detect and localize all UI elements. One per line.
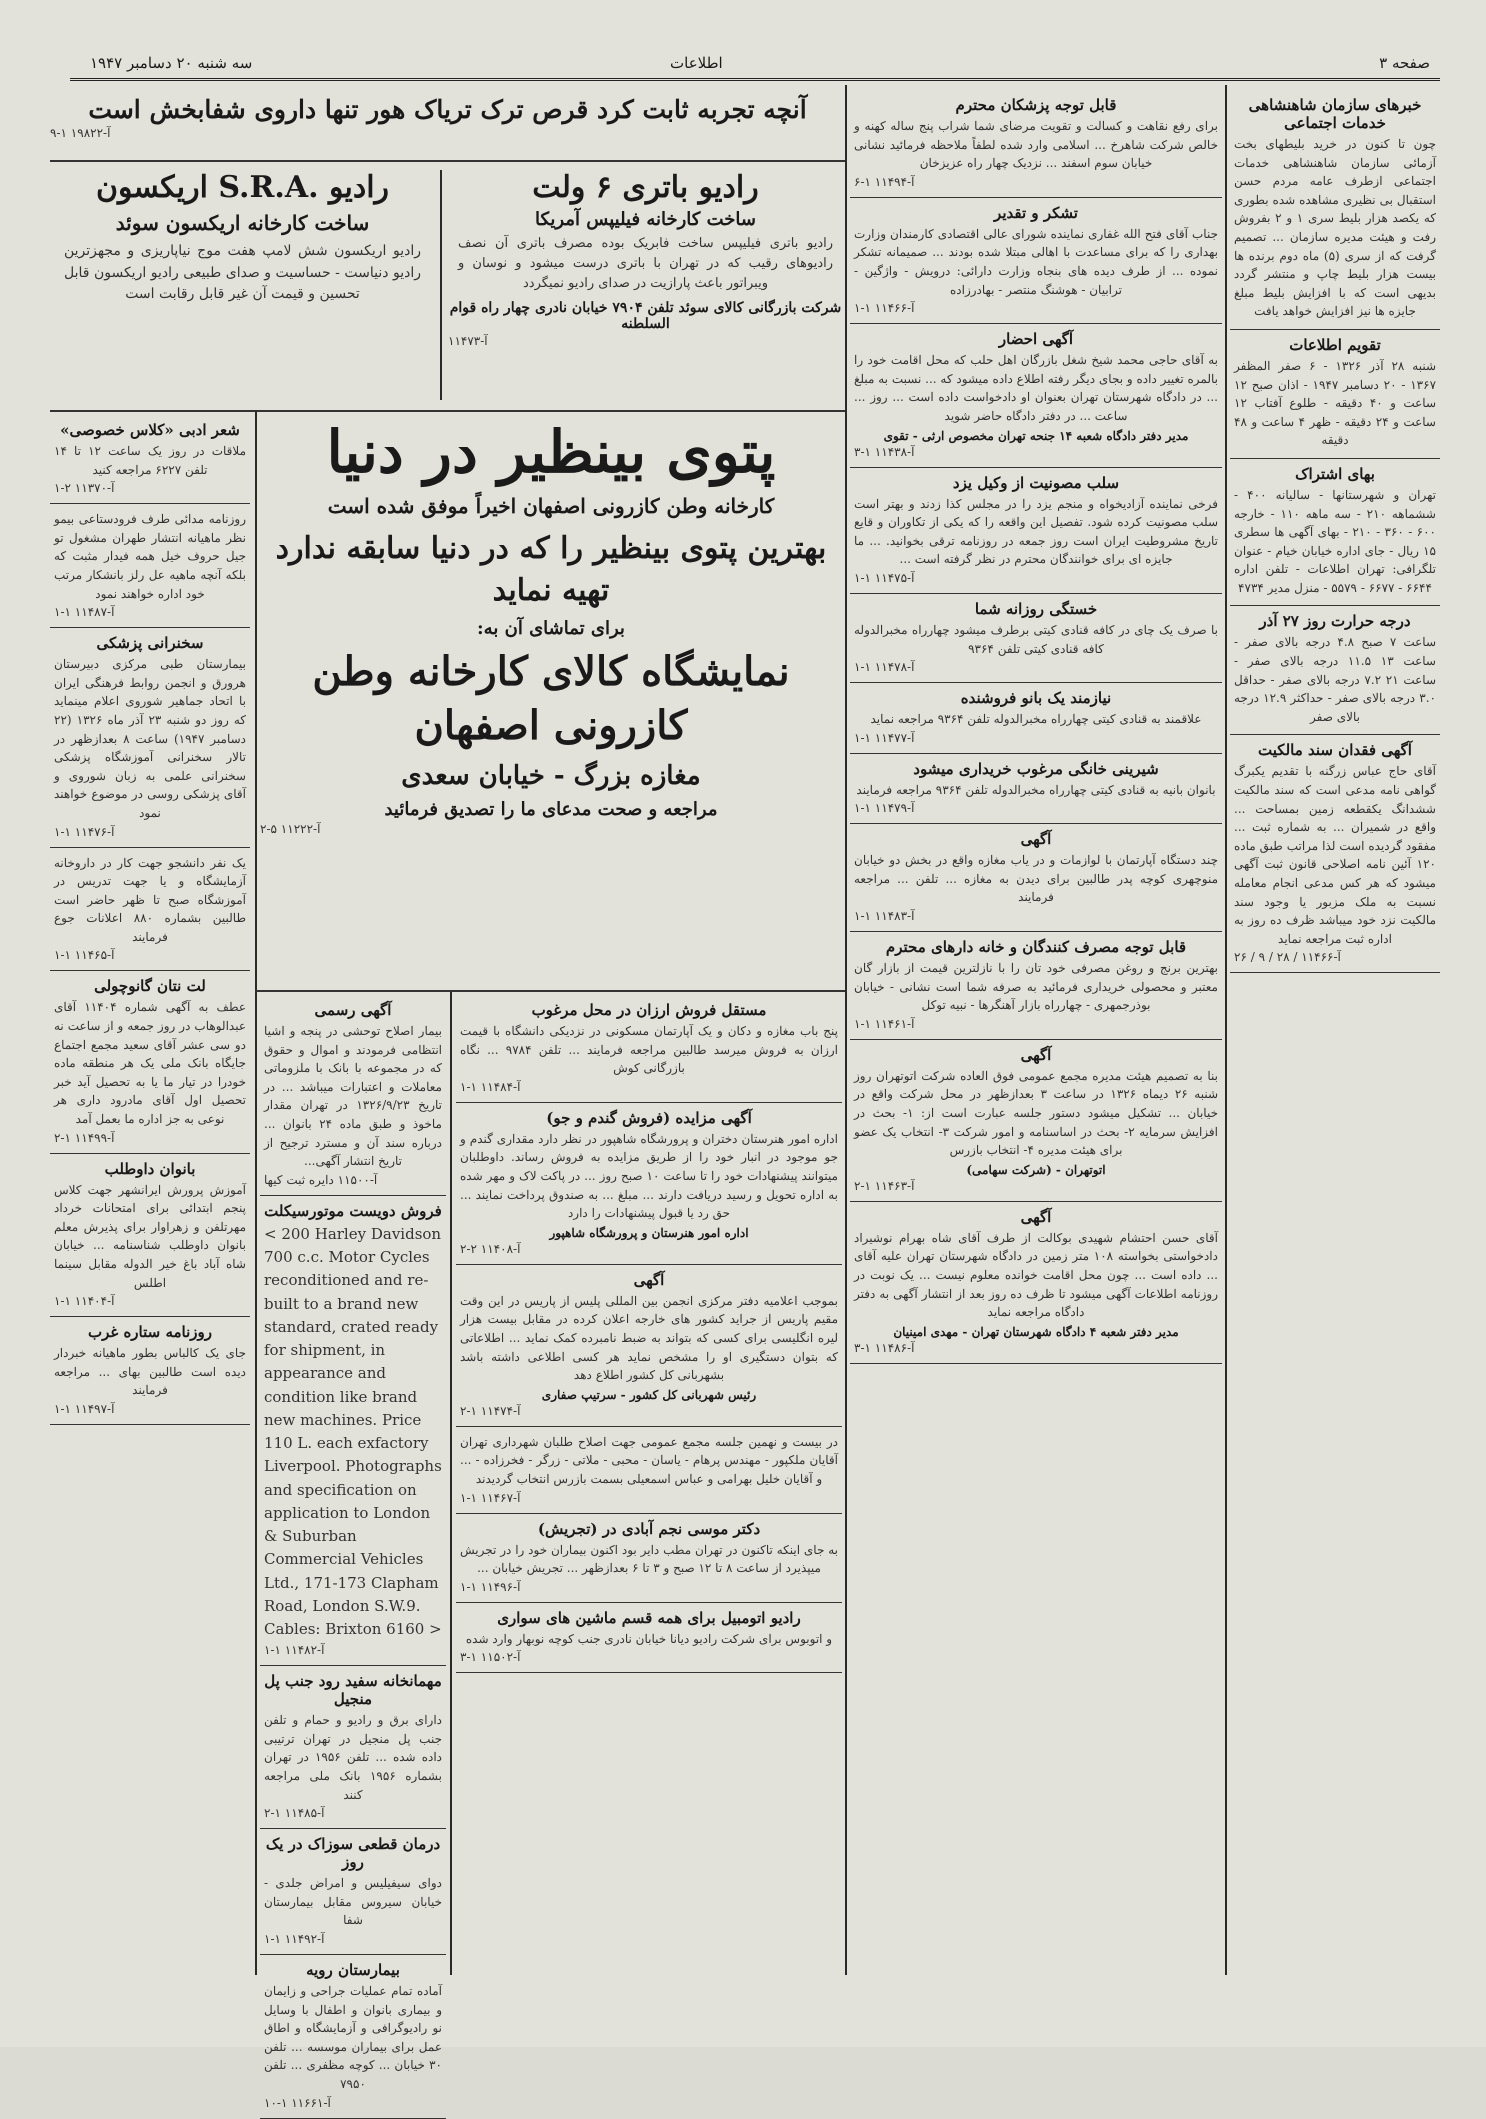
- right-middle-column: [850, 90, 1222, 1975]
- ad-code: آ-۱۱۴۸۵ ۱-۲: [264, 1806, 325, 1821]
- ad-body: بهترین برنج و روغن مصرفی خود تان را با نازلترین قیمت از بازار گان معتبر و محصولی خریداری فرمائید به صرفه شما است نشانی - خیابان بوذرجمهری - چهارراه بازار آهنگرها - نبیه توکل: [854, 961, 1218, 1013]
- column-rule: [450, 990, 452, 1975]
- ad-body: چند دستگاه آپارتمان با لوازمات و در یاب مغازه واقع در بخش دو خیابان منوچهری کوچه پدر طالبین برای دیدن به مغازه ... تلفن ... مراجعه فرمایند: [854, 853, 1218, 905]
- ad-title: مهمانخانه سفید رود جنب پل منجیل: [264, 1672, 442, 1709]
- ad-title: آگهی مزایده (فروش گندم و جو): [546, 1108, 752, 1127]
- ad-title: رادیو اتومبیل برای همه قسم ماشین های سواری: [497, 1608, 801, 1627]
- ad-body: دارای برق و رادیو و حمام و تلفن جنب پل منجیل در تهران ترتیبی داده شده ... تلفن ۱۹۵۶ در تهران بشماره ۱۹۵۶ بانک ملی مراجعه کنند: [264, 1713, 442, 1802]
- classified-ad: [260, 1666, 446, 1829]
- classified-ad: [850, 824, 1222, 932]
- ad-code: آ-۱۱۴۹۹ ۱-۲: [54, 1130, 115, 1145]
- classified-ad: [456, 1514, 842, 1603]
- ad-code: آ-۱۱۵۰۰ دایره ثبت کیها: [264, 1172, 378, 1187]
- classified-ad: [260, 1196, 446, 1667]
- ad-title: آگهی: [1020, 830, 1052, 849]
- ad-body: جناب آقای فتح الله غفاری نماینده شورای عالی اقتصادی کارمندان وزارت بهداری را که برای مساعدت با اهالی مبتلا شده بودند ... صمیمانه تشکر نموده ... از طرف دیده های بنجاه وزارت دارائی: درویش - واژگین - ترابیان - هوشنگ منتصر - بهادرزاده: [854, 226, 1218, 297]
- ad-signature: مدیر دفتر شعبه ۴ دادگاه شهرستان تهران - مهدی امینیان: [893, 1324, 1179, 1339]
- ad-title: شیرینی خانگی مرغوب خریداری میشود: [913, 759, 1159, 778]
- ad-code: آ-۱۱۴۷۶ ۱-۱: [54, 824, 115, 839]
- ad-title: مستقل فروش ارزان در محل مرغوب: [531, 1001, 767, 1019]
- classified-ad: [850, 1040, 1222, 1202]
- ad-code: آ-۱۱۴۷۵ ۱-۱: [854, 570, 915, 585]
- left-column: [50, 415, 250, 1975]
- divider: [50, 160, 845, 162]
- column-rule: [845, 85, 847, 1975]
- ad-body: به جای اینکه تاکنون در تهران مطب دایر بود اکنون بیماران خود را در تجریش میپذیرد از ساعت ۸ تا ۱۲ صبح و ۳ تا ۶ بعدازظهر ... تجریش خیابان ...: [460, 1542, 838, 1576]
- ad-subtitle: ساخت کارخانه اریکسون سوئد: [115, 211, 370, 235]
- ad-body: بیمارستان طبی مرکزی دبیرستان هرورق و انجمن روابط فرهنگی ایران با اتحاد جماهیر شوروی اعلام مینماید که روز دو شنبه ۲۳ آذر ماه ۱۳۲۶ (۲۲ دسامبر ۱۹۴۷) ساعت ۸ بعدازظهر در تالار سخنرانی آموزشگاه پزشکی سخنرانی علمی به زبان شوروی و آقای پزشکی روسی در موضوع خواهند نمود: [54, 657, 247, 820]
- ad-title: سخنرانی پزشکی: [96, 634, 204, 653]
- ad-title: شعر ادبی «کلاس خصوصی»: [60, 421, 240, 439]
- ad-code: آ-۱۱۴۹۴ ۱-۶: [854, 174, 915, 189]
- ad-signature: مدیر دفتر دادگاه شعبه ۱۴ جنحه تهران مخصوص ارثی - تقوی: [883, 428, 1189, 443]
- ad-title: رادیو باتری ۶ ولت: [532, 170, 759, 205]
- ad-code: آ-۱۱۴۰۴ ۱-۱: [54, 1294, 115, 1309]
- ad-body: ساعت ۷ صبح ۴.۸ درجه بالای صفر - ساعت ۱۳ ۱۱.۵ درجه بالای صفر - ساعت ۲۱ ۷.۲ درجه بالای صفر - حداقل ۳.۰ درجه بالای صفر - حداکثر ۱۲.۹ درجه بالای صفر: [1234, 635, 1436, 724]
- classified-ad: [456, 1103, 842, 1265]
- ad-body: یک نفر دانشجو جهت کار در داروخانه آزمایشگاه و یا جهت تدریس در آموزشگاه صبح تا ظهر حاضر است طالبین بشماره ۸۸۰ اعلانات جوع فرمایند: [54, 855, 247, 944]
- classified-ad: [50, 971, 250, 1153]
- ad-body: بموجب اعلامیه دفتر مرکزی انجمن بین المللی پلیس از پاریس در این وقت مقیم پاریس از جراید کشور های خارجه اعلان کرده در مقابل بیست هزار لیره انگلیسی برای کسی که بتواند به ضبط نامبرده کمک نماید ... اطلاعاتی که بتوان دستگیری او را مشخص نماید هر کسی اطلاعی داشته باشد بشهربانی کل کشور اطلاع دهد: [460, 1293, 838, 1383]
- ad-code: آ-۱۱۴۸۷ ۱-۱: [54, 605, 115, 620]
- classified-ad: [850, 932, 1222, 1040]
- ad-code: آ-۱۱۴۳۸ ۱-۳: [854, 444, 915, 459]
- ad-body: < 200 Harley Davidson 700 c.c. Motor Cycles reconditioned and re-built to a brand new standard, crated ready for shipment, in appearance and condition like brand new machines. Price 110 L. each exfactory Liverpool. Photographs and specification on application to London & Suburban Commercial Vehicles Ltd., 171-173 Clapham Road, London S.W.9. Cables: Brixton 6160 >: [264, 1224, 442, 1638]
- ad-line: نمایشگاه کالای کارخانه وطن کازرونی اصفهان: [312, 647, 790, 749]
- ad-body: چون تا کنون در خرید بلیطهای بخت آزمائی سازمان شاهنشاهی خدمات اجتماعی ازطرف عامه مردم حسن استقبال بی نظیری مشاهده شده بطوری که یکصد هزار بلیط سری ۱ و ۲ بفروش رفت و هیئت مدیره سازمان ... تصمیم گرفت که از سری (۵) ماه دوم برنده ها بیست هزار بلیط چاپ و منتشر گردد بدیهی است که با افزایش بلیط مبلغ جایزه ها نیز افزایش خواهد یافت: [1234, 137, 1436, 319]
- ad-body: بانوان بانیه به قنادی کیتی چهارراه مخبرالدوله تلفن ۹۳۶۴ مراجعه فرمایند: [856, 782, 1216, 797]
- classified-ad: [50, 628, 250, 847]
- ad-body: آماده تمام عملیات جراحی و زایمان و بیماری بانوان و اطفال با وسایل نو رادیوگرافی و آزمایشگاه و اطاق عمل برای بیماران موسسه ... تلفن ۳۰ خیابان ... کوچه مظفری ... تلفن ۷۹۵۰: [264, 1984, 442, 2091]
- ad-code: آ-۱۱۴۹۷ ۱-۱: [54, 1401, 115, 1416]
- ad-code: آ-۱۱۵۰۲ ۱-۳: [460, 1650, 521, 1665]
- ad-title: تشکر و تقدیر: [994, 203, 1078, 222]
- ad-title: خستگی روزانه شما: [974, 599, 1098, 618]
- ad-title: خبرهای سازمان شاهنشاهی خدمات اجتماعی: [1248, 96, 1422, 132]
- ad-title: بیمارستان رویه: [306, 1961, 400, 1979]
- classified-ad: [850, 468, 1222, 594]
- ad-code: آ-۱۱۴۷۳: [448, 334, 488, 349]
- top-banner-ad: [50, 95, 845, 155]
- ad-code: آ-۱۱۴۶۷ ۱-۱: [460, 1490, 521, 1505]
- ad-title: روزنامه ستاره غرب: [87, 1323, 212, 1342]
- ad-body: دوای سیفیلیس و امراض جلدی - خیابان سیروس مقابل بیمارستان شفا: [264, 1876, 442, 1928]
- ad-code: آ-۱۱۴۷۷ ۱-۱: [854, 730, 915, 745]
- mid-left-column: [260, 995, 446, 2110]
- header-date: سه شنبه ۲۰ دسامبر ۱۹۴۷: [90, 54, 253, 72]
- classified-ad: [260, 1955, 446, 2119]
- ad-body: به آقای حاجی محمد شیخ شغل بازرگان اهل حلب که محل اقامت خود را بالمره تغییر داده و بجای دیگر رفته اطلاع داده میشود که ... نسبت به مبلغ ... در دادگاه شهرستان تهران بعنوان او دادخواست داده است ... روز ... ساعت ... در دفتر دادگاه حاضر شوید: [854, 353, 1218, 423]
- ad-code: آ-۱۱۴۸۲ ۱-۱: [264, 1643, 325, 1658]
- ad-code: آ-۱۱۲۲۲ ۵-۲: [260, 821, 321, 836]
- ad-footer: شرکت بازرگانی کالای سوئد تلفن ۷۹۰۴ خیابان نادری چهار راه قوام السلطنه: [449, 300, 842, 333]
- ad-line: بهترین پتوی بینظیر را که در دنیا سابقه ندارد تهیه نماید: [275, 530, 827, 608]
- ad-title: آگهی احضار: [998, 330, 1074, 349]
- page-header: [70, 50, 1440, 81]
- ad-signature: رئیس شهربانی کل کشور - سرتیپ صفاری: [541, 1387, 757, 1402]
- classified-ad: [50, 504, 250, 628]
- ad-body: آموزش پرورش ایرانشهر جهت کلاس پنجم ابتدائی برای امتحانات خرداد مهرتلفن و زهراوار برای پذیرش معلم بانوان داوطلب شناسنامه ... خیابان شاه آباد باغ خیر الدوله مقابل سینما اطلس: [54, 1182, 246, 1290]
- classified-ad: [850, 1202, 1222, 1364]
- classified-ad: [850, 683, 1222, 754]
- ad-title: سلب مصونیت از وکیل یزد: [952, 473, 1120, 492]
- ad-code: آ-۱۱۴۹۲ ۱-۱: [264, 1932, 325, 1946]
- ad-signature: اتوتهران - (شرکت سهامی): [966, 1162, 1106, 1177]
- classified-ad: [850, 594, 1222, 683]
- ad-body: بنا به تصمیم هیئت مدیره مجمع عمومی فوق العاده شرکت اتوتهران روز شنبه ۲۶ دیماه ۱۳۲۶ در ساعت ۳ بعدازظهر در محل شرکت واقع در خیابان ... تشکیل میشود دستور جلسه عبارت است از: ۱- بحث در افزایش سرمایه ۲- بحث در اساسنامه و امور شرکت ۳- انتخاب یک عضو برای هیئت مدیره ۴- انتخاب بازرس: [854, 1068, 1218, 1158]
- ad-code: آ-۱۱۴۸۴ ۱-۱: [460, 1079, 521, 1094]
- ad-code: آ-۱۱۶۶۱ ۱-۱۰: [264, 2095, 331, 2110]
- ad-body: اداره امور هنرستان دختران و پرورشگاه شاهپور در نظر دارد مقداری گندم و جو موجود در انبار خود را از طریق مزایده به فروش رساند. داوطلبان میتوانند پیشنهادات خود را تا ساعت ۱۰ صبح روز ... در پاکت لاک و مهر شده به اداره تحویل و رسید دریافت دارند ... مبلغ ... به صندوق پرداخت نمایند ... حق رد یا قبول پیشنهادات را دارد: [460, 1131, 838, 1221]
- ad-title: نیازمند یک بانو فروشنده: [960, 689, 1112, 708]
- ad-line: برای تماشای آن به:: [477, 617, 625, 639]
- ad-body: روزنامه مدائی طرف فرودستاعی بیمو نظر ماهیانه انتشار طهران مشغول تو جیل حروف خیل همه فیدار مثبت که بلکه آنچه ماهیه عل رلز بانشکار مرتب خود اداره خواهند نمود: [54, 512, 246, 601]
- ad-body: آقای حسن احتشام شهیدی بوکالت از طرف آقای شاه بهرام نوشیراد دادخواستی بخواسته ۱۰۸ متر زمین در دادگاه شهرستان تهران علیه آقای ... داده است ... چون محل اقامت خوانده معلوم نیست ... یک نوبت در روزنامه اطلاعات آگهی میشود تا ظرف ده روز بعد از انتشار آگهی به دفتر دادگاه مراجعه نماید: [854, 1230, 1218, 1320]
- ad-title: تقویم اطلاعات: [1289, 335, 1381, 354]
- column-rule: [255, 410, 257, 1975]
- ad-code: آ-۱۱۴۷۹ ۱-۱: [854, 801, 915, 816]
- ad-title: آگهی رسمی: [314, 1001, 392, 1019]
- divider: [255, 990, 845, 992]
- ad-body: آقای حاج عباس زرگنه با تقدیم یکبرگ گواهی نامه مدعی است که سند مالکیت ششدانگ یکقطعه زمین بمساحت ... واقع در شمیران ... به شماره ثبت ... مفقود گردیده است لذا مراتب طبق ماده ۱۲۰ آئین نامه اصلاحی قانون ثبت آگهی میشود که هر کس مدعی انجام معامله نسبت به ملک مزبور یا وجود سند مالکیت نزد خود میباشد ظرف ده روز به اداره ثبت مراجعه نماید: [1234, 764, 1436, 946]
- classified-ad: [456, 1265, 842, 1427]
- header-page-number: صفحه ۳: [1379, 54, 1430, 72]
- ad-body: در بیست و نهمین جلسه مجمع عمومی جهت اصلاح طلبان شهرداری تهران آقایان ملکپور - مهندس پرهام - یاسان - محبی - ملاتی - زرگر - فخرزاده - ... و آقایان خلیل بهرامی و عباس اسمعیلی بسمت بازرس انتخاب گردیدند: [460, 1434, 838, 1486]
- ad-title: قابل توجه پزشکان محترم: [955, 96, 1117, 114]
- ad-body: رادیو اریکسون شش لامپ هفت موج نیاپاریزی و مجهزترین رادیو دنیاست - حساسیت و صدای طبیعی رادیو اریکسون قابل تحسین و قیمت آن غیر قابل رقابت است: [64, 243, 421, 303]
- ad-title: آگهی فقدان سند مالکیت: [1258, 741, 1412, 760]
- classified-ad: [260, 1829, 446, 1955]
- ad-code: آ-۱۱۴۶۵ ۱-۱: [54, 948, 115, 963]
- classified-ad: [1230, 330, 1440, 459]
- radio-philips-ad: [448, 170, 843, 405]
- ad-line: کارخانه وطن کازرونی اصفهان اخیراً موفق شده است: [327, 493, 775, 518]
- ad-code: آ-۱۱۴۷۴ ۱-۲: [460, 1403, 521, 1418]
- ad-body: عطف به آگهی شماره ۱۱۴۰۴ آقای عبدالوهاب در روز جمعه و از ساعت نه دو سی عشر آقای سعید مجمع اجتماع جایگاه بانک ملی یک هر منطقه ماده خودرا در تیار ما یا به تحصیل آید خبر تحصیل اول آقای مادرود داری هر نوعی به جز اداره ما بعمل آمد: [54, 1000, 246, 1127]
- ad-code: آ-۱۱۴۶۱ ۱-۱: [854, 1016, 915, 1031]
- ad-code: آ-۱۱۳۷۰ ۲-۱: [54, 481, 115, 496]
- ad-body: برای رفع نقاهت و کسالت و تقویت مرضای شما شراب پنج ساله کهنه و خالص شرکت شاهرخ ... اسلامی وارد شده لطفاً ملاحظه فرمائید نشانی خیابان سوم اسفند ... نزدیک چهار راه عزیزخان: [854, 119, 1218, 171]
- classified-ad: [50, 1154, 250, 1318]
- classified-ad: [456, 1427, 842, 1514]
- ad-body: بیمار اصلاح توحشی در پنجه و اشیا انتظامی فرمودند و اموال و حقوق که در مجموعه با بانک با ملزوماتی معاملات و اعتبارات میباشد ... در تاریخ ۱۳۲۶/۹/۲۳ در تهران مقدار ماخوذ و طبق ماده ۲۴ بانوان ... درباره سند آن و مسترد ترجیح از تاریخ انتشار آگهی...: [264, 1024, 442, 1169]
- ad-body: فرخی نماینده آزادیخواه و منجم یزد را در مجلس کذا زدند و بهتر است سلب مصونیت کرده شود. تفصیل این واقعه را که یکی از تکاوران و قایع تاریخ مشروطیت ایران است روز جمعه در روزنامه ترقی بخوانید. ... ما جایزه ای برای خوانندگان محترم در نظر گرفته است ...: [854, 496, 1218, 567]
- ad-title: آگهی: [633, 1270, 665, 1289]
- classified-ad: [456, 1603, 842, 1674]
- ad-title: رادیو .S.R.A اریکسون: [95, 170, 390, 205]
- ad-body: تهران و شهرستانها - سالیانه ۴۰۰ - ششماهه ۲۱۰ - سه ماهه ۱۱۰ - خارجه ۶۰۰ - ۳۶۰ - ۲۱۰ - بهای آگهی ها سطری ۱۵ ریال - جای اداره خیابان خیام - عنوان تلگرافی: تهران اطلاعات - تلفن اداره ۶۶۴۴ - ۶۶۷۷ - ۵۵۷۹ - منزل مدیر ۴۷۳۴: [1234, 487, 1437, 595]
- ad-title: بهای اشتراک: [1295, 464, 1375, 483]
- ad-body: ملاقات در روز یک ساعت ۱۲ تا ۱۴ تلفن ۶۲۲۷ مراجعه کنید: [54, 444, 247, 477]
- ad-body: پنج باب مغازه و دکان و یک آپارتمان مسکونی در نزدیکی دانشگاه با قیمت ارزان به فروش میرسد طالبین مراجعه فرمایند ... تلفن ۹۷۸۴ ... نگاه بازرگانی کوش: [460, 1024, 838, 1076]
- middle-column: [456, 995, 842, 1975]
- classified-ad: [1230, 606, 1440, 735]
- ad-code: آ-۱۱۴۶۳ ۱-۲: [854, 1178, 915, 1193]
- ad-title: آگهی: [1020, 1207, 1052, 1226]
- ad-body: شنبه ۲۸ آذر ۱۳۲۶ - ۶ صفر المظفر ۱۳۶۷ - ۲۰ دسامبر ۱۹۴۷ - اذان صبح ۱۲ ساعت و ۴۰ دقیقه - طلوع آفتاب ۱۲ ساعت و ۲۴ دقیقه - ظهر ۴ ساعت و ۴۸ دقیقه: [1234, 358, 1437, 448]
- ad-body: رادیو باتری فیلیپس ساخت فابریک بوده مصرف باتری آن نصف رادیوهای رقیب که در تهران با باتری درست میشود و نوسان و ویبراتور باعث پارازیت در صدای رادیو نمیگردد: [458, 236, 833, 292]
- column-rule: [1225, 85, 1227, 1975]
- blanket-main-ad: [260, 418, 842, 986]
- ad-code: آ-۱۱۴۸۳ ۱-۱: [854, 909, 915, 924]
- right-column: [1230, 90, 1440, 1975]
- ad-line: مراجعه و صحت مدعای ما را تصدیق فرمائید: [384, 798, 718, 820]
- ad-body: جای یک کالباس بطور ماهیانه خبردار دیده است طالبین بهای ... مراجعه فرمایند: [54, 1346, 246, 1398]
- classified-ad: [850, 198, 1222, 324]
- ad-signature: اداره امور هنرستان و پرورشگاه شاهپور: [549, 1225, 749, 1240]
- ad-code: آ-۱۹۸۲۲ ۱-۹: [50, 126, 111, 140]
- classified-ad: [50, 848, 250, 972]
- radio-sra-ad: [50, 170, 435, 405]
- banner-text: آنچه تجربه ثابت کرد قرص ترک تریاک هور تنها داروی شفابخش است: [88, 95, 807, 124]
- classified-ad: [50, 415, 250, 504]
- ad-title: لت نتان گانوچولی: [94, 977, 206, 996]
- ad-title: درمان قطعی سوزاک در یک روز: [265, 1835, 441, 1872]
- ad-code: آ-۱۱۴۶۶ / ۲۸ / ۹ / ۲۶: [1234, 950, 1341, 965]
- ad-line: مغازه بزرگ - خیابان سعدی: [401, 760, 701, 791]
- ad-title: بانوان داوطلب: [104, 1159, 196, 1178]
- classified-ad: [850, 754, 1222, 825]
- ad-title: درجه حرارت روز ۲۷ آذر: [1259, 612, 1411, 631]
- ad-code: آ-۱۱۴۶۶ ۱-۱: [854, 301, 915, 316]
- classified-ad: [50, 1317, 250, 1425]
- classified-ad: [1230, 735, 1440, 973]
- ad-title: قابل توجه مصرف کنندگان و خانه دارهای محترم: [885, 938, 1187, 957]
- classified-ad: [850, 324, 1222, 467]
- ad-title: آگهی: [1020, 1045, 1052, 1064]
- classified-ad: [456, 995, 842, 1103]
- header-masthead: اطلاعات: [670, 54, 723, 72]
- ad-headline: پتوی بینظیر در دنیا: [326, 418, 776, 486]
- ad-code: آ-۱۱۴۹۶ ۱-۱: [460, 1579, 521, 1594]
- column-rule: [440, 170, 442, 400]
- ad-code: آ-۱۱۴۸۶ ۱-۳: [854, 1340, 915, 1355]
- classified-ad: [1230, 459, 1440, 607]
- classified-ad: [850, 90, 1222, 198]
- ad-body: علاقمند به قنادی کیتی چهارراه مخبرالدوله تلفن ۹۳۶۴ مراجعه نماید: [870, 712, 1202, 727]
- divider: [50, 410, 845, 412]
- ad-title: فروش دویست موتورسیکلت: [264, 1201, 442, 1220]
- ad-body: با صرف یک چای در کافه قنادی کیتی برطرف میشود چهارراه مخبرالدوله کافه قنادی کیتی تلفن ۹۳۶۴: [854, 622, 1218, 656]
- ad-code: آ-۱۱۴۰۸ ۲-۲: [460, 1241, 521, 1256]
- classified-ad: [260, 995, 446, 1196]
- classified-ad: [1230, 90, 1440, 330]
- ad-subtitle: ساخت کارخانه فیلیپس آمریکا: [534, 209, 756, 230]
- ad-body: و اتوبوس برای شرکت رادیو دیانا خیابان نادری جنب کوچه نوبهار وارد شده: [465, 1631, 833, 1646]
- ad-code: آ-۱۱۴۷۸ ۱-۱: [854, 660, 915, 675]
- ad-title: دکتر موسی نجم آبادی در (تجریش): [537, 1519, 761, 1538]
